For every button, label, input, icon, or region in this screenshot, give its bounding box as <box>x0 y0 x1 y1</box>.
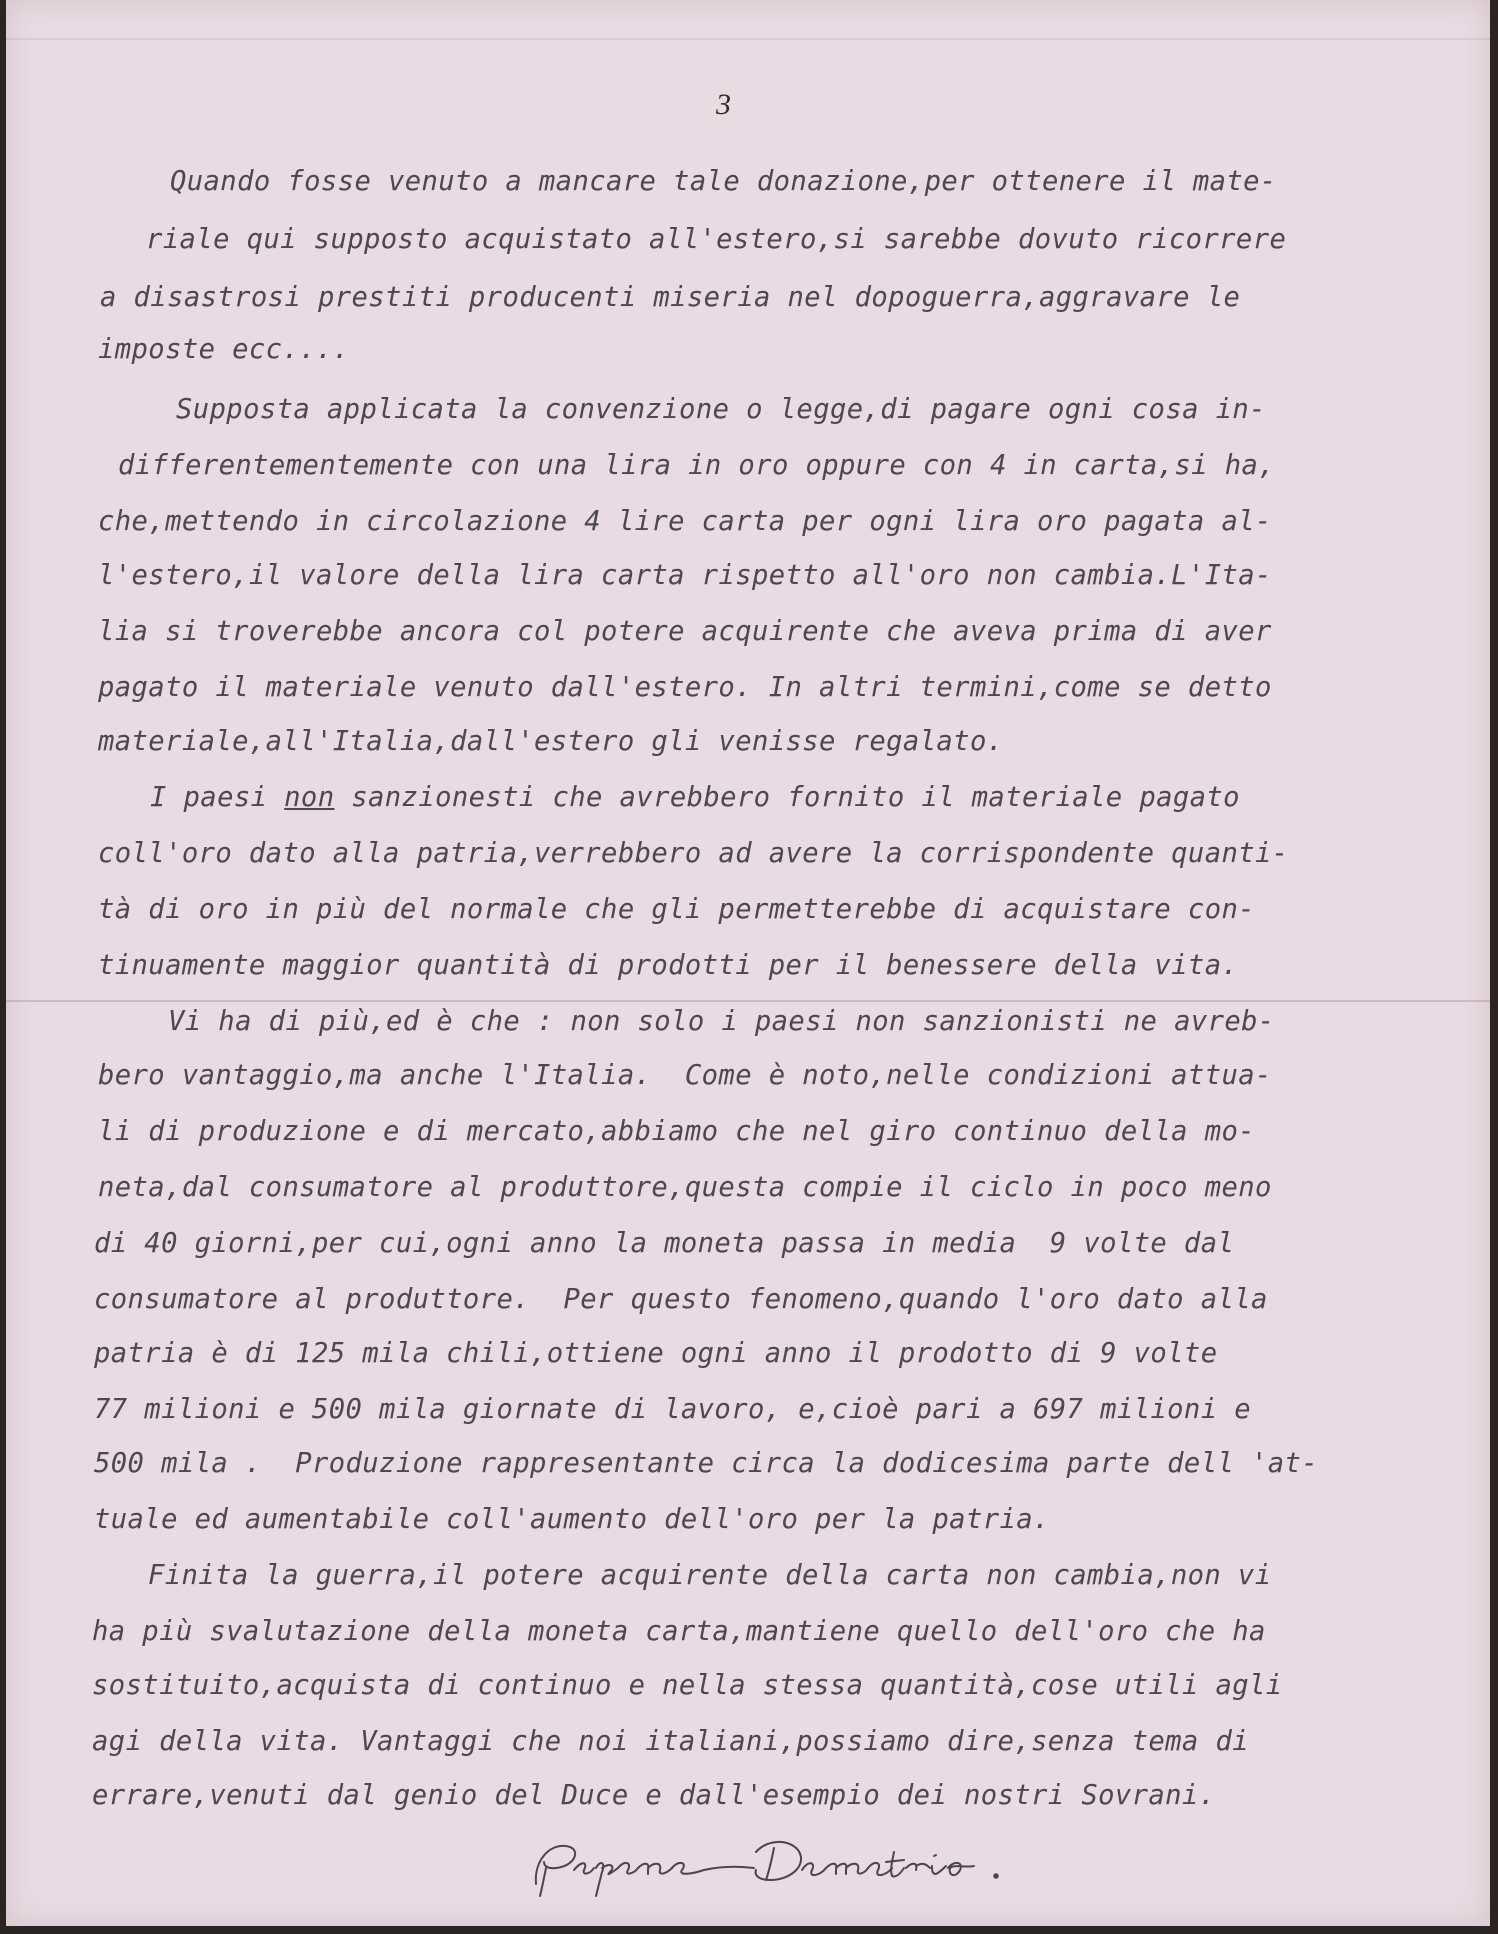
paper-fold-middle <box>6 1000 1490 1002</box>
letter-page <box>6 0 1490 1926</box>
text-line-30: errare,venuti dal genio del Duce e dall'esempio dei nostri Sovrani. <box>92 1780 1216 1811</box>
text-line-10: pagato il materiale venuto dall'estero. In altri termini,come se detto <box>98 672 1272 703</box>
text-line-29: agi della vita. Vantaggi che noi italiani,possiamo dire,senza tema di <box>92 1726 1250 1757</box>
underlined-word: non <box>284 782 335 813</box>
text-line-16: Vi ha di più,ed è che : non solo i paesi non sanzionisti ne avreb- <box>168 1006 1275 1037</box>
text-line-20: di 40 giorni,per cui,ogni anno la moneta passa in media 9 volte dal <box>94 1228 1235 1259</box>
text-line-12 <box>150 784 1240 811</box>
text-line-4: imposte ecc.... <box>98 334 350 365</box>
text-segment: I paesi <box>150 782 285 813</box>
text-line-14: tà di oro in più del normale che gli permetterebbe di acquistare con- <box>98 894 1256 925</box>
text-line-22: patria è di 125 mila chili,ottiene ogni anno il prodotto di 9 volte <box>94 1338 1218 1369</box>
text-line-24: 500 mila . Produzione rappresentante circa la dodicesima parte dell 'at- <box>94 1448 1319 1479</box>
handwritten-signature <box>526 1822 1046 1902</box>
text-line-7: che,mettendo in circolazione 4 lire carta per ogni lira oro pagata al- <box>98 506 1272 537</box>
text-line-26: Finita la guerra,il potere acquirente della carta non cambia,non vi <box>148 1560 1272 1591</box>
text-line-6: differentementemente con una lira in oro oppure con 4 in carta,si ha, <box>118 450 1276 481</box>
text-line-23: 77 milioni e 500 mila giornate di lavoro, e,cioè pari a 697 milioni e <box>94 1394 1252 1425</box>
text-line-13: coll'oro dato alla patria,verrebbero ad avere la corrispondente quanti- <box>98 838 1289 869</box>
text-line-25: tuale ed aumentabile coll'aumento dell'oro per la patria. <box>94 1504 1050 1535</box>
text-line-19: neta,dal consumatore al produttore,questa compie il ciclo in poco meno <box>98 1172 1272 1203</box>
text-line-17: bero vantaggio,ma anche l'Italia. Come è noto,nelle condizioni attua- <box>98 1060 1272 1091</box>
text-line-18: li di produzione e di mercato,abbiamo che nel giro continuo della mo- <box>98 1116 1256 1147</box>
text-segment: sanzionesti che avrebbero fornito il materiale pagato <box>334 782 1240 813</box>
text-line-9: lia si troverebbe ancora col potere acquirente che aveva prima di aver <box>98 616 1272 647</box>
text-line-5: Supposta applicata la convenzione o legge,di pagare ogni cosa in- <box>176 394 1266 425</box>
text-line-21: consumatore al produttore. Per questo fenomeno,quando l'oro dato alla <box>94 1284 1268 1315</box>
text-line-8: l'estero,il valore della lira carta rispetto all'oro non cambia.L'Ita- <box>98 560 1272 591</box>
text-line-3: a disastrosi prestiti producenti miseria nel dopoguerra,aggravare le <box>100 282 1241 313</box>
paper-fold-top <box>6 38 1490 40</box>
text-line-28: sostituito,acquista di continuo e nella stessa quantità,cose utili agli <box>92 1670 1283 1701</box>
text-line-2: riale qui supposto acquistato all'estero,si sarebbe dovuto ricorrere <box>146 224 1287 255</box>
text-line-27: ha più svalutazione della moneta carta,mantiene quello dell'oro che ha <box>92 1616 1266 1647</box>
text-line-11: materiale,all'Italia,dall'estero gli venisse regalato. <box>98 726 1004 757</box>
page-number: 3 <box>716 88 731 121</box>
text-line-15: tinuamente maggior quantità di prodotti per il benessere della vita. <box>98 950 1239 981</box>
text-line-1: Quando fosse venuto a mancare tale donazione,per ottenere il mate- <box>170 166 1277 197</box>
